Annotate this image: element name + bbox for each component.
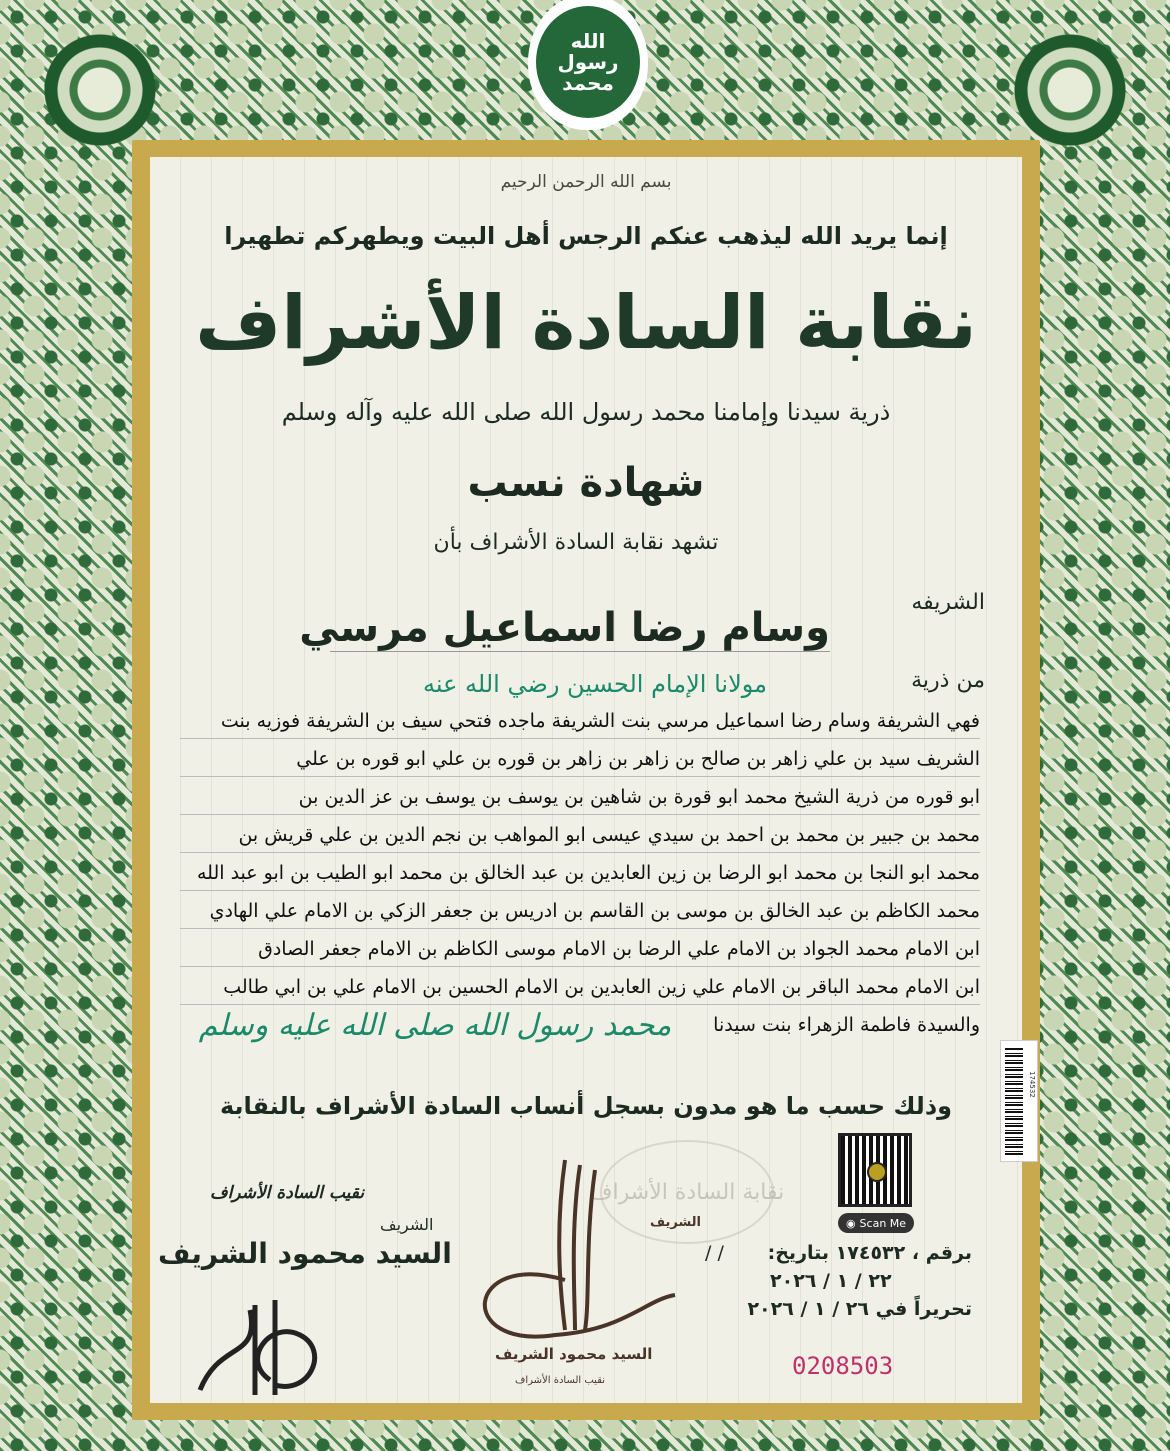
handwritten-signature	[180, 1280, 340, 1400]
lineage-line: محمد بن جبير بن محمد بن احمد بن سيدي عيسى ابو المواهب بن نجم الدين بن علي قريش بن	[180, 818, 980, 853]
tughra-signature	[445, 1150, 685, 1340]
qr-code[interactable]	[838, 1133, 912, 1207]
tughra-caption: نقيب السادة الأشراف	[515, 1375, 606, 1386]
attest-text: تشهد نقابة السادة الأشراف بأن	[433, 530, 719, 555]
barcode	[1000, 1040, 1038, 1162]
lineage-line: محمد الكاظم بن عبد الخالق بن موسى بن القاسم بن ادريس بن جعفر الزكي بن الامام علي الهادي	[180, 894, 980, 929]
tughra-prefix: الشريف	[650, 1215, 702, 1230]
lineage-label: من ذرية	[911, 668, 985, 693]
lineage-line: فهي الشريفة وسام رضا اسماعيل مرسي بنت الشريفة ماجده فتحي سيف بن الشريفة فوزيه بنت	[180, 704, 980, 739]
signatory-name: السيد محمود الشريف	[158, 1237, 452, 1270]
basmala: بسم الله الرحمن الرحيم	[500, 172, 672, 192]
lineage-line: ابن الامام محمد الباقر بن الامام علي زين العابدين بن الامام الحسين بن الامام علي بن ابي طالب	[180, 970, 980, 1005]
record-number: برقم ، ١٧٤٥٣٢ بتاريخ:	[767, 1242, 972, 1264]
certificate-type: شهادة نسب	[467, 460, 705, 506]
seal-line: محمد	[562, 70, 614, 95]
prophet-line: محمد رسول الله صلى الله عليه وسلم	[198, 1008, 672, 1043]
prophet-seal	[528, 0, 648, 130]
closing-statement: وذلك حسب ما هو مدون بسجل أنساب السادة الأشراف بالنقابة	[219, 1092, 953, 1120]
honorific-label: الشريفه	[911, 590, 985, 615]
lineage-line: الشريف سيد بن علي زاهر بن صالح بن زاهر بن زاهر بن قوره بن علي ابو قوره بن علي	[180, 742, 980, 777]
blank-date-slashes: / /	[705, 1242, 724, 1264]
issue-date: تحريراً في ٢٦ / ١ / ٢٠٢٦	[747, 1298, 972, 1320]
scan-me-label: Scan Me	[859, 1216, 907, 1230]
corner-ornament	[1010, 30, 1130, 150]
signatory-prefix: الشريف	[380, 1215, 434, 1234]
seal-line: رسول	[557, 49, 619, 74]
lineage-line: ابن الامام محمد الجواد بن الامام علي الرضا بن الامام موسى الكاظم بن الامام جعفر الصادق	[180, 932, 980, 967]
lineage-value: مولانا الإمام الحسين رضي الله عنه	[422, 670, 768, 698]
embossed-seal: نقابة السادة الأشراف	[600, 1140, 774, 1244]
subtitle: ذرية سيدنا وإمامنا محمد رسول الله صلى الله عليه وآله وسلم	[281, 398, 891, 426]
record-date: ٢٢ / ١ / ٢٠٢٦	[770, 1270, 892, 1292]
lineage-line: والسيدة فاطمة الزهراء بنت سيدنا	[713, 1014, 980, 1036]
subject-name: وسام رضا اسماعيل مرسي	[299, 605, 830, 651]
signatory-role: نقيب السادة الأشراف	[210, 1183, 365, 1203]
barcode-number: 174532	[1028, 1071, 1036, 1098]
seal-line: الله	[570, 28, 606, 53]
scan-me-badge[interactable]	[838, 1213, 914, 1233]
tughra-text: السيد محمود الشريف	[495, 1345, 653, 1363]
quran-verse: إنما يريد الله ليذهب عنكم الرجس أهل البيت ويطهركم تطهيرا	[224, 222, 948, 250]
lineage-line: ابو قوره من ذرية الشيخ محمد ابو قورة بن شاهين بن يوسف بن يوسف بن عز الدين بن	[180, 780, 980, 815]
serial-number: 0208503	[792, 1352, 894, 1380]
corner-ornament	[40, 30, 160, 150]
page-title: نقابة السادة الأشراف	[195, 280, 977, 366]
lineage-line: محمد ابو النجا بن محمد ابو الرضا بن زين العابدين بن عبد الخالق بن محمد ابو الطيب بن ابو عبد الله	[180, 856, 980, 891]
scan-icon: ◉	[845, 1216, 856, 1230]
